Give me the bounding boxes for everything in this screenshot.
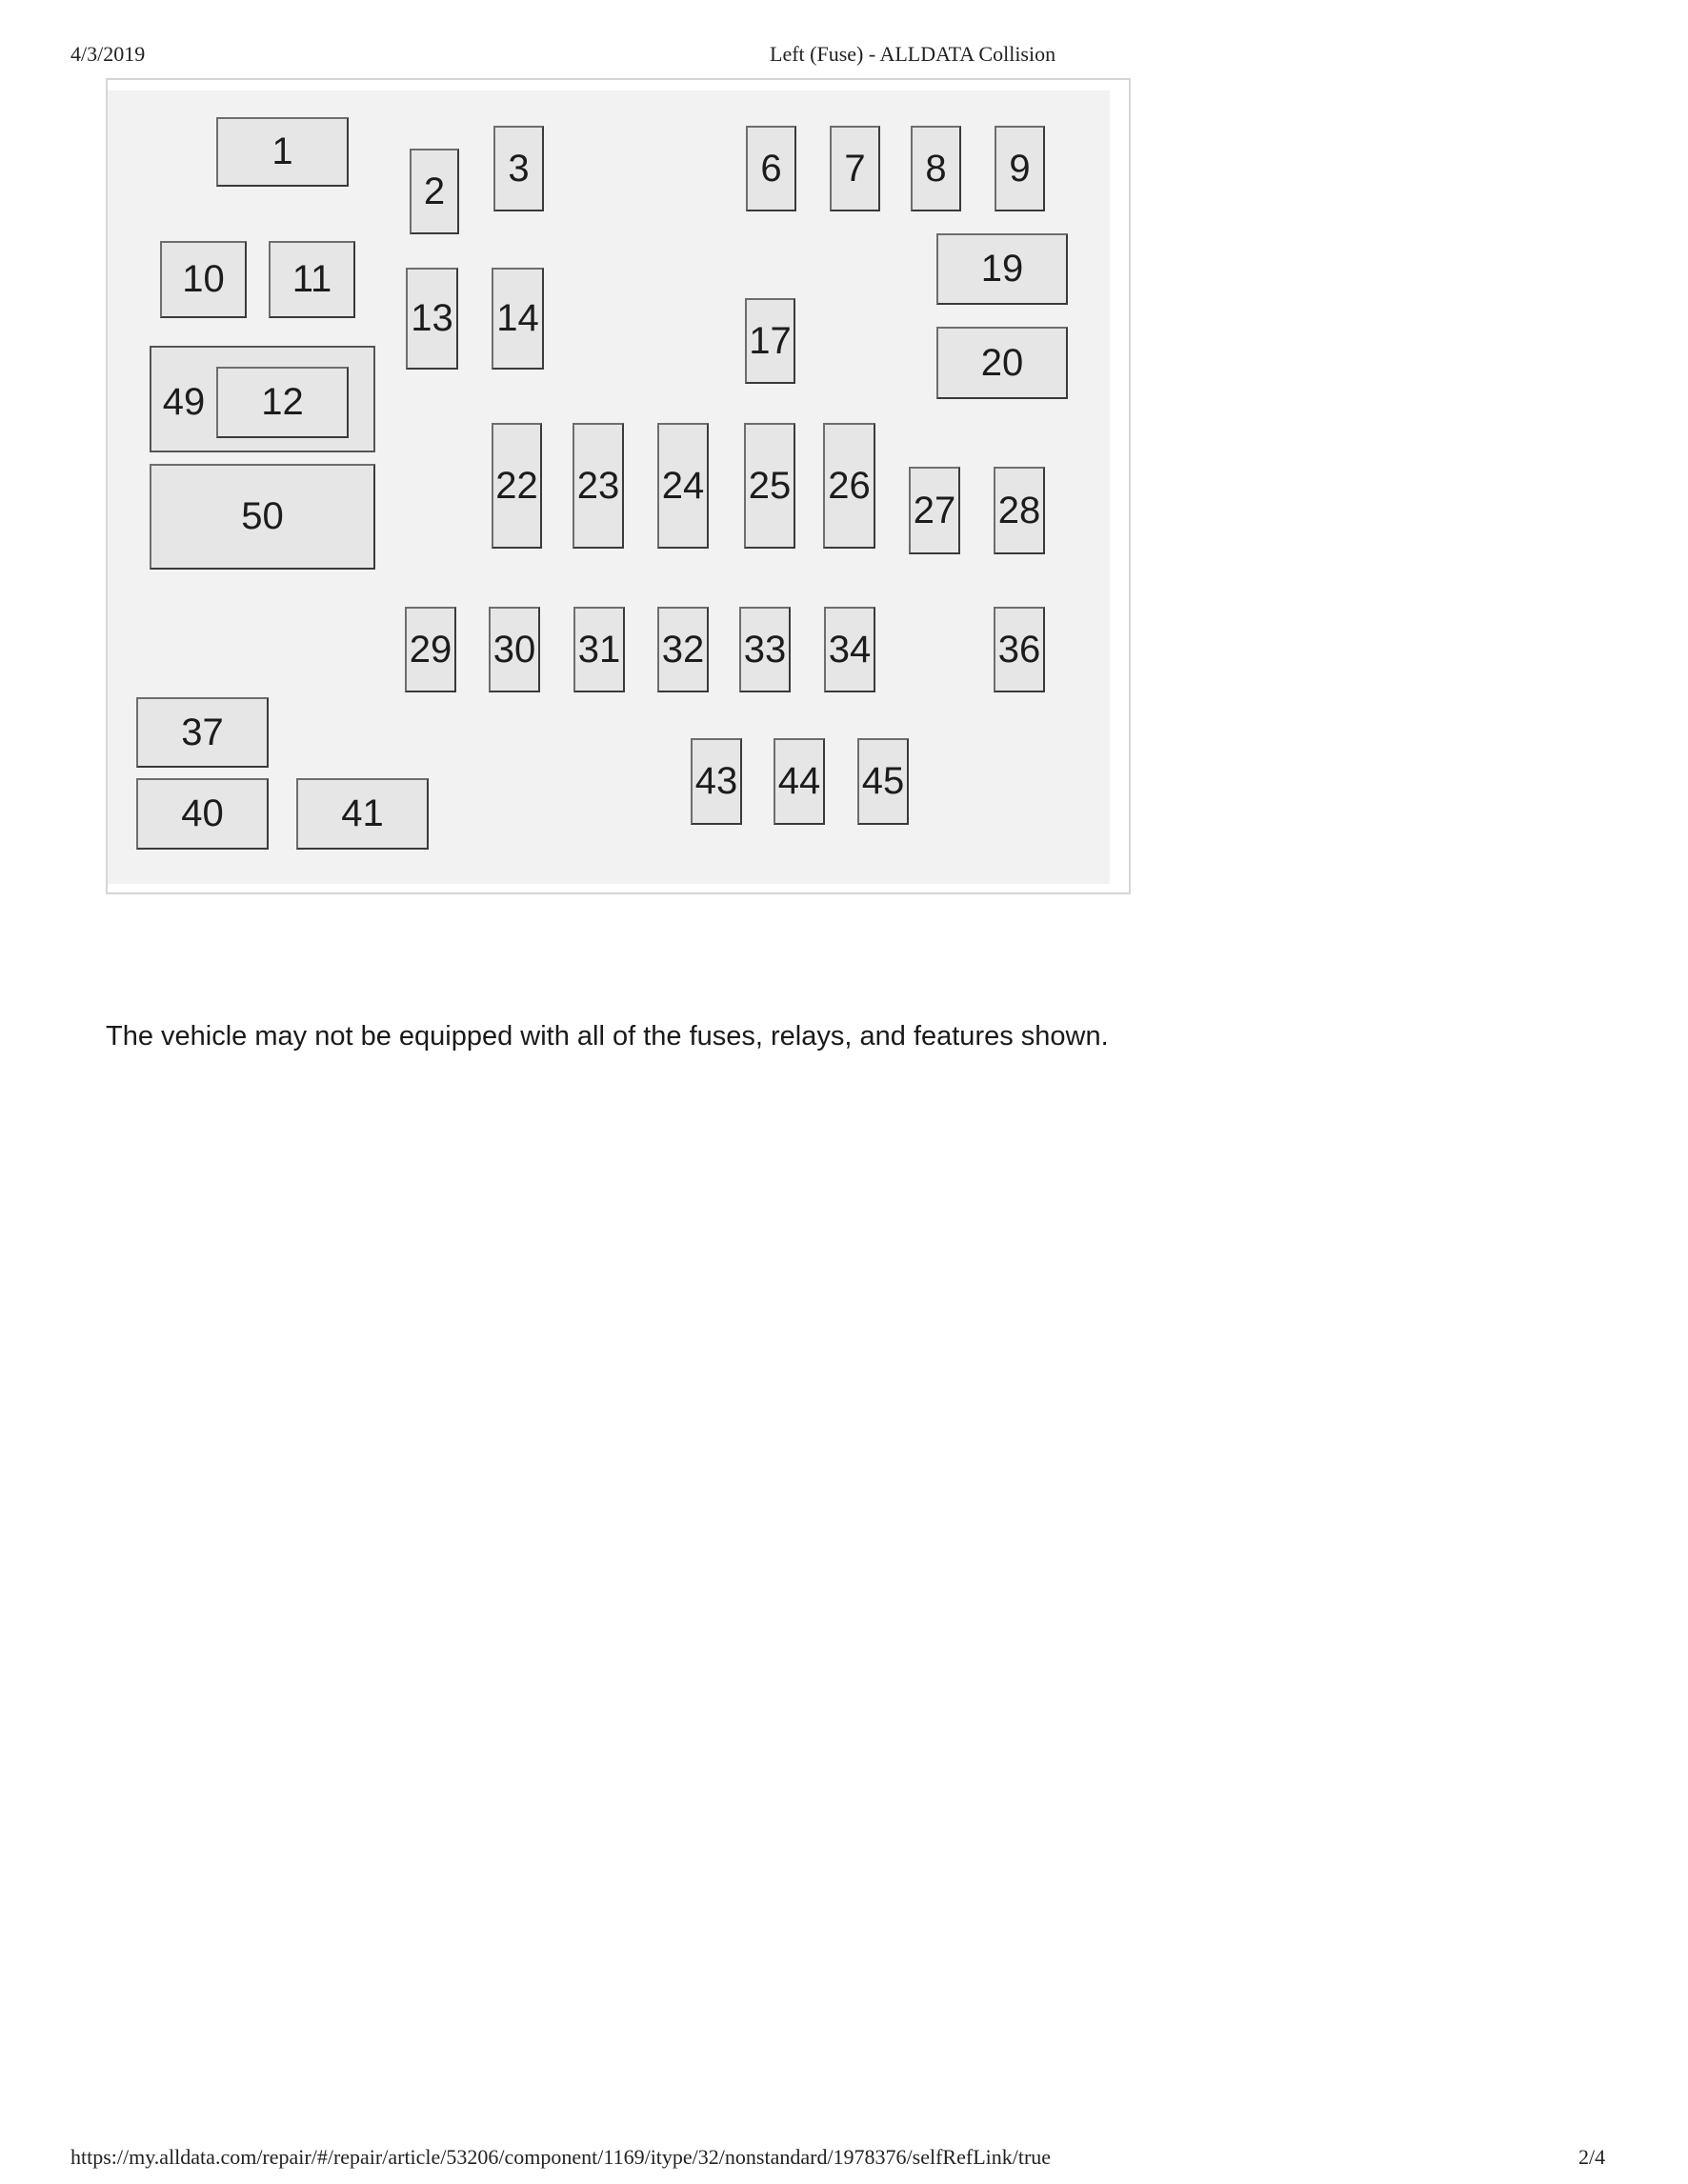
fuse-40: 40 — [136, 778, 269, 850]
fuse-2: 2 — [410, 149, 459, 234]
print-date: 4/3/2019 — [70, 42, 146, 66]
fuse-50: 50 — [150, 464, 375, 570]
fuse-7: 7 — [830, 126, 880, 211]
fuse-23: 23 — [573, 423, 624, 549]
equipment-note: The vehicle may not be equipped with all of the fuses, relays, and features shown. — [106, 1021, 1109, 1052]
fuse-25: 25 — [744, 423, 795, 549]
fuse-43: 43 — [691, 738, 742, 825]
fuse-24: 24 — [657, 423, 709, 549]
fuse-1: 1 — [216, 117, 349, 187]
fuse-34: 34 — [824, 607, 875, 692]
fuse-37: 37 — [136, 697, 269, 768]
fuse-17: 17 — [745, 298, 795, 384]
fuse-13: 13 — [406, 268, 458, 370]
fuse-12: 12 — [216, 367, 349, 438]
fuse-33: 33 — [739, 607, 791, 692]
fuse-45: 45 — [857, 738, 909, 825]
fuse-27: 27 — [909, 467, 960, 554]
fuse-6: 6 — [746, 126, 796, 211]
fuse-3: 3 — [493, 126, 544, 211]
page-title: Left (Fuse) - ALLDATA Collision — [770, 42, 1056, 66]
fuse-31: 31 — [573, 607, 625, 692]
page-number: 2/4 — [1578, 2145, 1606, 2169]
fuse-41: 41 — [296, 778, 429, 850]
fuse-28: 28 — [994, 467, 1045, 554]
fuse-30: 30 — [489, 607, 540, 692]
fuse-44: 44 — [774, 738, 825, 825]
fuse-22: 22 — [492, 423, 542, 549]
fuse-36: 36 — [994, 607, 1045, 692]
fuse-20: 20 — [936, 327, 1068, 399]
fuse-9: 9 — [995, 126, 1045, 211]
page-url: https://my.alldata.com/repair/#/repair/article/53206/component/1169/itype/32/nonstandard/1978376/selfRefLink/true — [70, 2145, 1052, 2169]
fuse-11: 11 — [269, 241, 355, 318]
fuse-26: 26 — [823, 423, 875, 549]
fuse-8: 8 — [911, 126, 961, 211]
fuse-49: 49 — [162, 380, 206, 423]
fuse-19: 19 — [936, 233, 1068, 305]
fuse-14: 14 — [492, 268, 544, 370]
fuse-29: 29 — [405, 607, 456, 692]
fuse-10: 10 — [160, 241, 247, 318]
fuse-32: 32 — [657, 607, 709, 692]
